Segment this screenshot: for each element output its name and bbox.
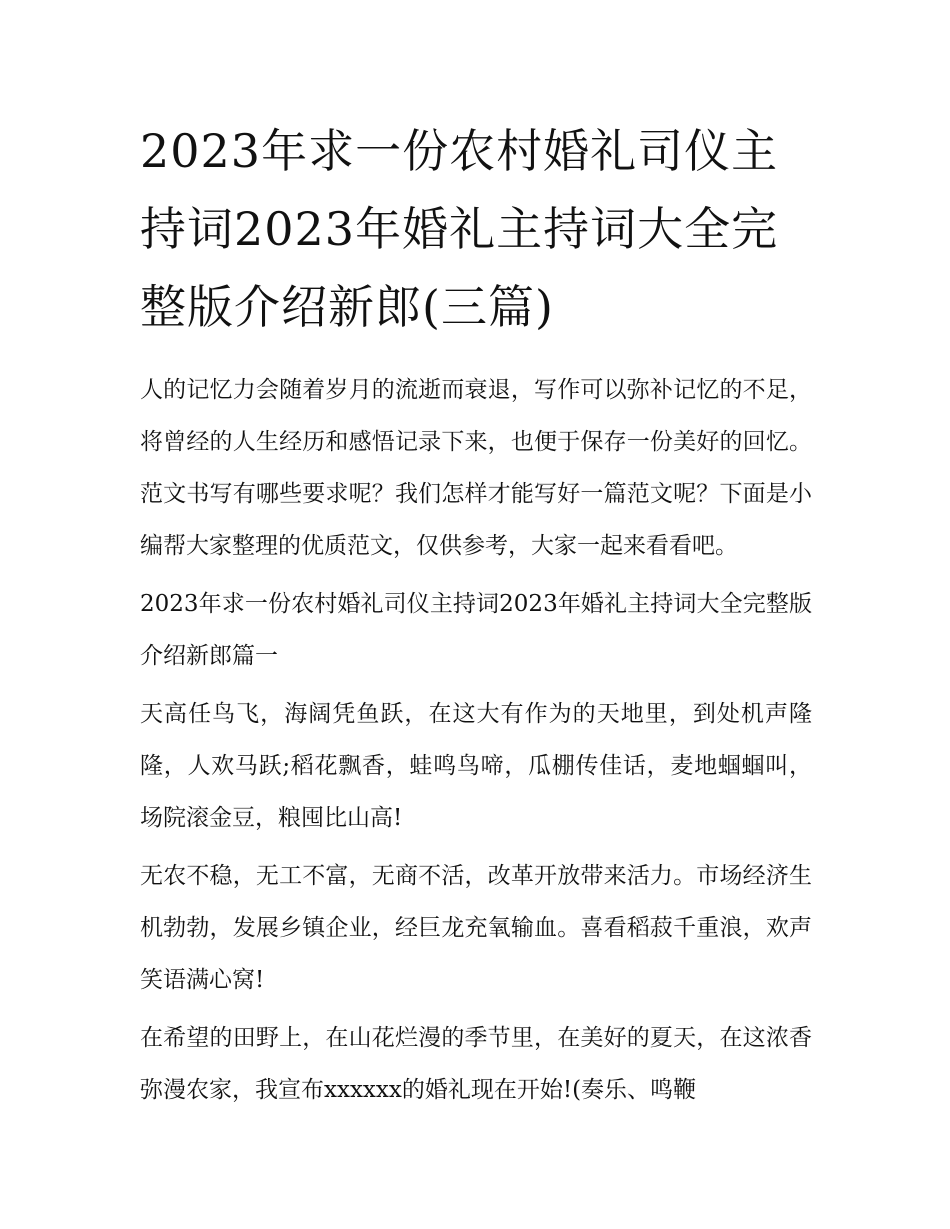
body-paragraph: 天高任鸟飞，海阔凭鱼跃，在这大有作为的天地里，到处机声隆隆，人欢马跃;稻花飘香，蛙鸣鸟啼，瓜棚传佳话，麦地蝈蝈叫，场院滚金豆，粮囤比山高! <box>140 701 812 831</box>
body-paragraph: 在希望的田野上，在山花烂漫的季节里，在美好的夏天，在这浓香弥漫农家，我宣布xxxxxx的婚礼现在开始!(奏乐、鸣鞭 <box>140 1025 812 1103</box>
document-page <box>140 112 812 1116</box>
body-paragraph: 无农不稳，无工不富，无商不活，改革开放带来活力。市场经济生机勃勃，发展乡镇企业，经巨龙充氧输血。喜看稻菽千重浪，欢声笑语满心窝! <box>140 863 812 993</box>
intro-paragraph: 人的记忆力会随着岁月的流逝而衰退，写作可以弥补记忆的不足，将曾经的人生经历和感悟记录下来，也便于保存一份美好的回忆。范文书写有哪些要求呢？我们怎样才能写好一篇范文呢？下面是小编帮大家整理的优质范文，仅供参考，大家一起来看看吧。 <box>140 377 812 559</box>
document-title: 2023年求一份农村婚礼司仪主持词2023年婚礼主持词大全完整版介绍新郎(三篇) <box>140 124 779 334</box>
section-heading: 2023年求一份农村婚礼司仪主持词2023年婚礼主持词大全完整版介绍新郎篇一 <box>140 591 812 669</box>
